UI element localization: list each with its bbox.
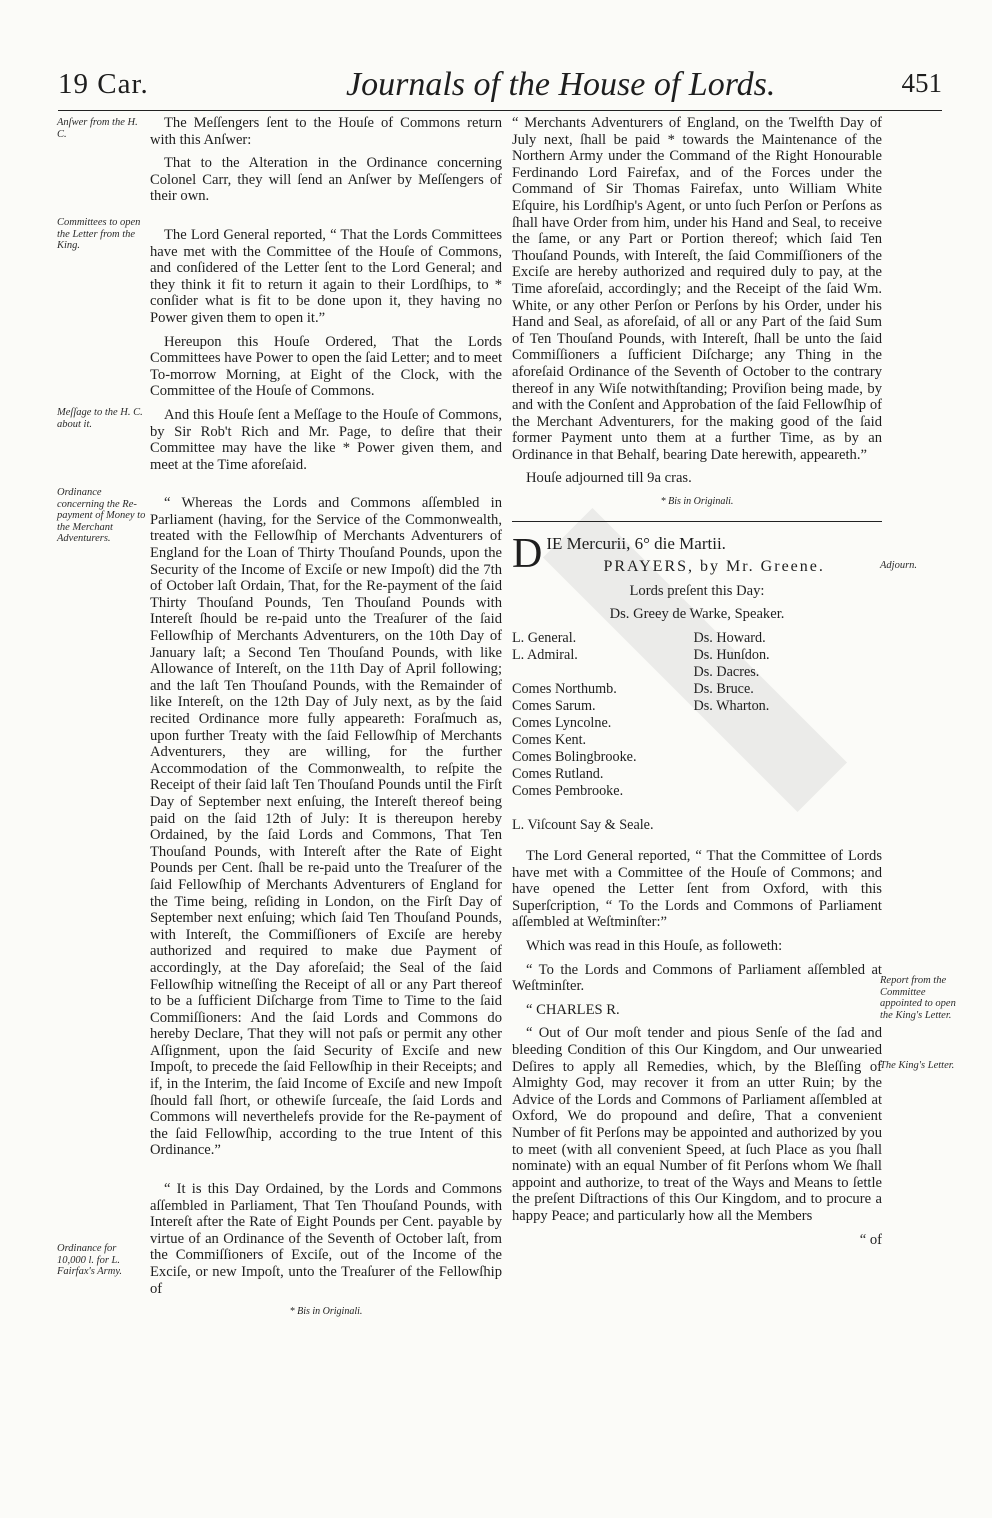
lords-list [512,630,882,834]
list-item: Comes Pembrooke. [512,783,624,800]
lords-list-left [512,630,654,834]
margin-note-kings-letter: The King's Letter. [880,1060,955,1071]
list-item: L. Admiral. [512,647,578,664]
margin-note-committees: Committees to open the Letter from the King. [57,217,141,251]
speaker-line: Ds. Greey de Warke, Speaker. [609,606,785,623]
list-item: Comes Kent. [512,732,587,749]
list-item: Ds. Bruce. [693,681,754,698]
list-item: Ds. Hunſdon. [693,647,770,664]
list-item: Comes Northumb. [512,681,617,698]
list-item: Comes Bolingbrooke. [512,749,637,766]
page-number: 451 [901,68,942,98]
letter-signature: “ CHARLES R. [526,1001,620,1018]
list-item: Comes Rutland. [512,766,604,783]
date-text: IE Mercurii, 6° die Martii. [546,533,726,553]
left-column [150,115,502,1331]
list-item: L. General. [512,630,577,647]
paragraph: That to the Alteration in the Ordinance concerning Colonel Carr, they will ſend an Anſwer by Meſſengers of their own. [150,155,502,205]
ordinance-text: “ Whereas the Lords and Commons aſſembled in Parliament (having, for the Service of the Commonwealth, treated with the Fellowſhip of Merchants Adventurers of England for the Loan of Thirty Thouſand Pounds, upon the Security of the Income of Exciſe or new Impoſt) did the 7th of October laſt Ordain, That, for the Re-payment of the ſaid Thirty Thouſand Pounds, Ten Thouſand Pounds with Intereſt ſhould be re-paid unto the Treaſurer of the ſaid Fellowſhip of Merchants Adventurers, on the 10th Day of January laſt; a Second Ten Thouſand Pounds, with like Allowance of Intereſt, on the 11th Day of April following; and the laſt Ten Thouſand Pounds, with the Remainder of like Intereſt, on the 12th Day of July next, as by the ſaid recited Ordinance more fully appeareth: Foraſmuch as, upon further Treaty with the ſaid Fellowſhip of Merchants Adventurers, they are willing, for the further Accommodation of the Commonwealth, to reſpite the Receipt of their ſaid laſt Ten Thouſand Pounds until the Firſt Day of September next enſuing, the Intereſt thereof being paid on the ſaid 12th of July: It is thereupon hereby Ordained, by the ſaid Lords and Commons, That Ten Thouſand Pounds, with Intereſt after the Rate of Eight Pounds per Cent. ſhall be re-paid unto the Treaſurer of the ſaid Fellowſhip of Merchants Adventurers of England for the Time being, reſiding in London, on the Firſt Day of September next enſuing; which ſaid Ten Thouſand Pounds, with Intereſt, the Commiſſioners of Exciſe are hereby authorized and required to make due Payment of accordingly, at the Day aforeſaid; the Seal of the ſaid Fellowſhip witneſſing the Receipt of all or any Part thereof to be a ſufficient Diſcharge from Time to Time to the ſaid Commiſſioners: And the ſaid Lords and Commons do hereby Declare, That they will not paſs or permit any other Aſſignment, upon the ſaid Security of Exciſe and new Impoſt, to precede the ſaid Fellowſhip in their Receipts; and if, in the Interim, the ſaid Income of Exciſe and new Impoſt ſhould fall ſhort, or othewiſe ſurceaſe, the ſaid Lords and Commons will neverthelefs provide for the Re-payment of the ſaid Fellowſhip, according to the true Intent of this Ordinance.” [150,495,502,1159]
list-item [512,664,654,681]
paragraph: Hereupon this Houſe Ordered, That the Lords Committees have Power to open the ſaid Letter; and to meet To-morrow Morning, at Eight of the Clock, with the Committee of the Houſe of Commons. [150,333,502,400]
list-item: Comes Lyncolne. [512,715,612,732]
adjournment: Houſe adjourned till 9a cras. [526,470,692,487]
paragraph: The Meſſengers ſent to the Houſe of Commons return with this Anſwer: [150,115,502,148]
letter-address: “ To the Lords and Commons of Parliament aſſembled at Weſtminſter. [512,961,882,995]
list-item [512,800,654,817]
section-divider [512,521,882,522]
margin-note-ordinance-fairfax: Ordinance for 10,000 l. for L. Fairfax's Army. [57,1243,123,1277]
right-column [512,115,882,1255]
running-title: Journals of the House of Lords. [346,66,776,103]
lords-present-heading: Lords preſent this Day: [629,582,765,599]
report-paragraph: The Lord General reported, “ That the Committee of Lords have met with a Committee of the Houſe of Commons; and have opened the Letter ſent from Oxford, with this Superſcription, “ To the Lords and Commons of Parliament aſſembled at Weſtminſter:” [512,848,882,931]
list-item: L. Viſcount Say & Seale. [512,817,654,834]
header-rule [58,110,942,111]
list-item: Ds. Dacres. [693,664,760,681]
letter-body: “ Out of Our moſt tender and pious Senſe of the ſad and bleeding Condition of this Our Kingdom, and Our unwearied Deſires to apply all Remedies, which, by the Bleſſing of Almighty God, may recover it from an utter Ruin; by the Advice of the Lords and Commons of Parliament aſſembled at Oxford, We do propound and deſire, That a convenient Number of fit Perſons may be appointed and authorized by you to meet (with all convenient Speed, at ſuch Place as you ſhall nominate) with an equal Number of fit Perſons whom We ſhall appoint and authorize, to treat of the Ways and Means to ſettle the preſent Diſtractions of this Our Kingdom, and to procure a happy Peace; and particularly how all the Members [512,1025,882,1224]
catchword: “ of [859,1231,882,1248]
list-item: Ds. Howard. [693,630,766,647]
footnote: * Bis in Originali. [289,1306,363,1318]
footnote: * Bis in Originali. [660,496,734,508]
paragraph: And this Houſe ſent a Meſſage to the Houſe of Commons, by Sir Rob't Rich and Mr. Page, to deſire that their Committee may have the like * Power given them, and meet at the Time aforeſaid. [150,406,502,473]
prayers-line: PRAYERS, by Mr. Greene. [603,558,825,576]
list-item: Comes Sarum. [512,698,596,715]
margin-note-answer: Anſwer from the H. C. [57,117,138,140]
margin-note-report: Report from the Committee appointed to open the King's Letter. [880,975,956,1021]
regnal-year: 19 Car. [58,68,149,100]
page-header [58,68,962,108]
lords-list-right [694,630,770,834]
margin-note-ordinance-repayment: Ordinance concerning the Re-payment of Money to the Merchant Adventurers. [57,487,146,544]
read-line: Which was read in this Houſe, as followeth: [526,938,783,954]
ordinance-text: “ It is this Day Ordained, by the Lords and Commons aſſembled in Parliament, That Ten Thouſand Pounds, with Intereſt after the Rate of Eight Pounds per Cent. payable by virtue of an Ordinance of the Seventh of October laſt, from the Commiſſioners of Exciſe, out of the Income of the Exciſe, or new Impoſt, unto the Treaſurer of the Fellowſhip of [150,1181,502,1297]
ordinance-continuation: “ Merchants Adventurers of England, on the Twelfth Day of July next, ſhall be paid * towards the Maintenance of the Northern Army under the Command of the Right Honourable Ferdinando Lord Fairefax, and of the Forces under the Command of Sir Thomas Fairefax, unto William White Eſquire, his Lordſhip's Agent, or unto ſuch Perſon or Perſons as ſhall have Order from him, under his Hand and Seal, to receive the ſame, or any Part or Portion thereof; which ſaid Ten Thouſand Pounds, with Intereſt, the ſaid Commiſſioners of the Exciſe are hereby authorized and required duly to pay, at the Time aforeſaid, accordingly; and the Receipt of the ſaid Wm. White, or any other Perſon or Perſons by his Order, under his Hand and Seal, as aforeſaid, of all or any Part of the ſaid Sum of Ten Thouſand Pounds, with Intereſt, ſhall be unto the ſaid Commiſſioners a ſufficient Diſcharge; any Thing in the aforeſaid Ordinance of the Seventh of October to the contrary thereof in any Wiſe notwithſtanding; Proviſion being made, by and with the Conſent and Approbation of the ſaid Fellowſhip of the Merchant Adventurers, for the making good of the ſaid former Payment unto them at a further Time, as by an Ordinance in that Behalf, bearing Date herewith, appeareth.” [512,115,882,463]
margin-note-message: Meſſage to the H. C. about it. [57,407,143,430]
list-item: Ds. Wharton. [693,698,770,715]
margin-note-adjourn: Adjourn. [880,560,918,571]
drop-cap: D [512,530,543,577]
paragraph: The Lord General reported, “ That the Lords Committees have met with the Committee of the Houſe of Commons, and conſidered of the Letter ſent to the Lord General; and they think it fit to return it again to their Lordſhips, to * conſider what is fit to be done upon it, they having no Power given them to open it.” [150,226,502,326]
